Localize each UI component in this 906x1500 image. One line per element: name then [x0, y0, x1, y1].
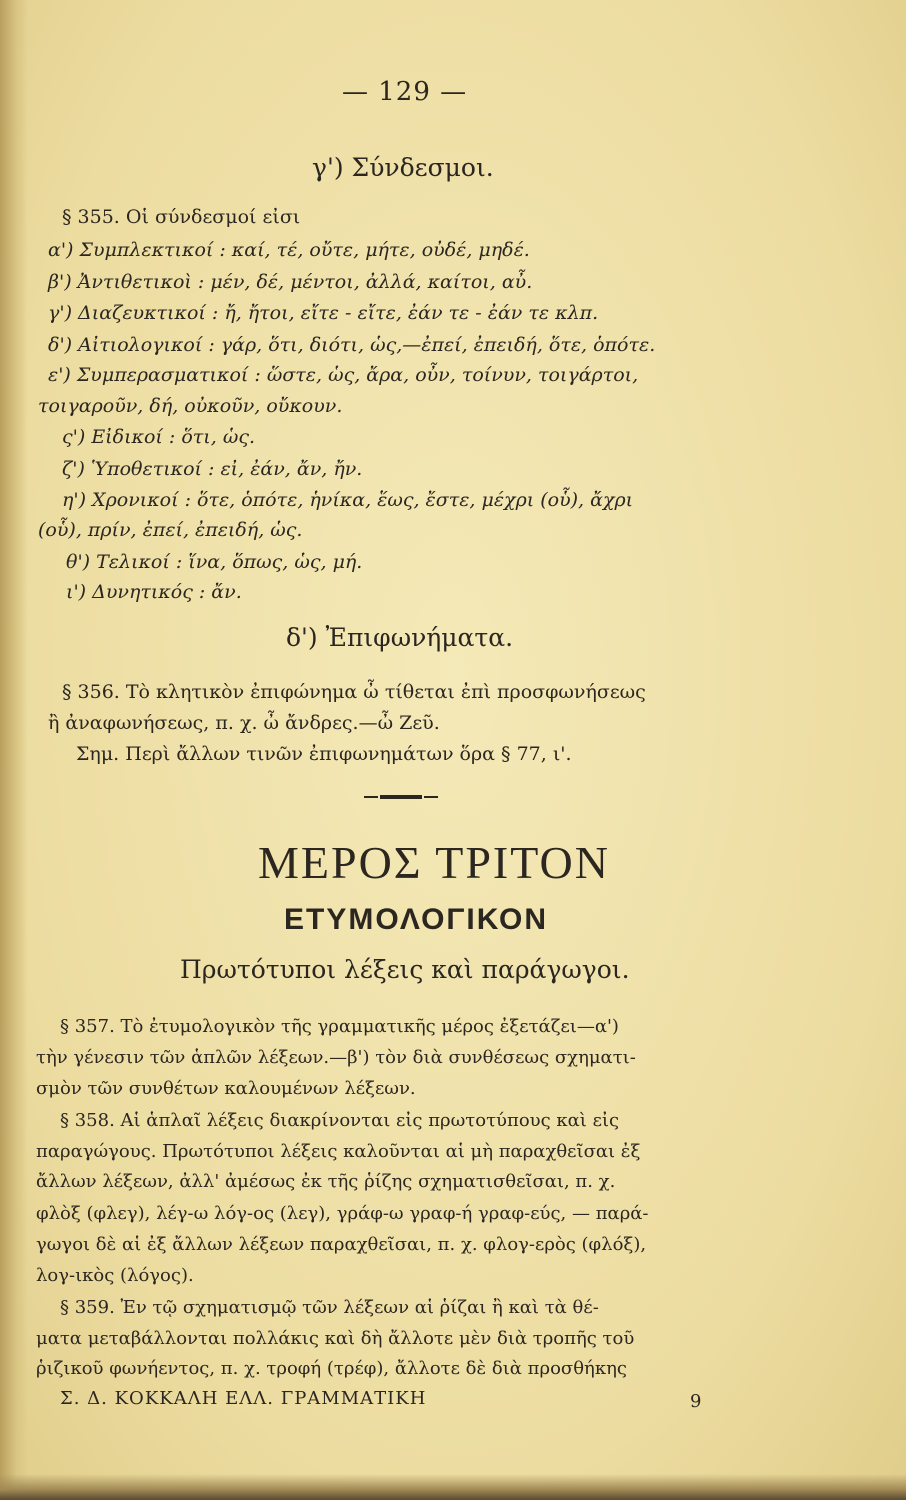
- paragraph-line: § 358. Αἱ ἁπλαῖ λέξεις διακρίνονται εἰς πρωτοτύπους καὶ εἰς: [60, 1110, 620, 1131]
- paragraph-line: δ') Αἰτιολογικοί : γάρ, ὅτι, διότι, ὡς,—ἐπεί, ἐπειδή, ὅτε, ὁπότε.: [48, 334, 656, 356]
- section-divider: [380, 795, 422, 799]
- paragraph-line: ι') Δυνητικός : ἄν.: [66, 581, 242, 603]
- paragraph-line: η') Χρονικοί : ὅτε, ὁπότε, ἡνίκα, ἕως, ἔστε, μέχρι (οὗ), ἄχρι: [62, 489, 634, 511]
- paragraph-line: παραγώγους. Πρωτότυποι λέξεις καλοῦνται αἱ μὴ παραχθεῖσαι ἐξ: [36, 1141, 641, 1162]
- section-heading-interjections: δ') Ἐπιφωνήματα.: [286, 623, 514, 652]
- paragraph-line: ς') Εἰδικοί : ὅτι, ὡς.: [62, 426, 256, 448]
- paragraph-line: τὴν γένεσιν τῶν ἁπλῶν λέξεων.—β') τὸν διὰ συνθέσεως σχηματι-: [36, 1047, 636, 1068]
- paragraph-line: θ') Τελικοί : ἵνα, ὅπως, ὡς, μή.: [66, 551, 363, 573]
- paragraph-line: τοιγαροῦν, δή, οὐκοῦν, οὔκουν.: [38, 395, 343, 417]
- paragraph-line: β') Ἀντιθετικοὶ : μέν, δέ, μέντοι, ἀλλά, καίτοι, αὖ.: [48, 271, 533, 293]
- paragraph-line: λογ-ικὸς (λόγος).: [36, 1265, 194, 1286]
- paragraph-line: (οὗ), πρίν, ἐπεί, ἐπειδή, ὡς.: [38, 519, 303, 541]
- paragraph-line: § 357. Τὸ ἐτυμολογικὸν τῆς γραμματικῆς μέρος ἐξετάζει—α'): [60, 1016, 619, 1037]
- section-heading-conjunctions: γ') Σύνδεσμοι.: [312, 153, 494, 182]
- paragraph-line: ζ') Ὑποθετικοί : εἰ, ἐάν, ἄν, ἤν.: [62, 458, 363, 480]
- paragraph-line: γ') Διαζευκτικοί : ἤ, ἤτοι, εἴτε - εἴτε, ἐάν τε - ἐάν τε κλπ.: [48, 302, 599, 324]
- sheet-number: 9: [690, 1391, 702, 1412]
- paragraph-line: φλὸξ (φλεγ), λέγ-ω λόγ-ος (λεγ), γράφ-ω γραφ-ή γραφ-εύς, — παρά-: [36, 1203, 649, 1224]
- page-bottom-edge: [0, 1474, 906, 1500]
- paragraph-line: Σημ. Περὶ ἄλλων τινῶν ἐπιφωνημάτων ὅρα § 77, ι'.: [76, 743, 572, 765]
- paragraph-line: ματα μεταβάλλονται πολλάκις καὶ δὴ ἄλλοτε μὲν διὰ τροπῆς τοῦ: [36, 1328, 635, 1349]
- paragraph-line: α') Συμπλεκτικοί : καί, τέ, οὔτε, μήτε, οὐδέ, μηδέ.: [48, 239, 530, 261]
- chapter-heading: Πρωτότυποι λέξεις καὶ παράγωγοι.: [180, 955, 630, 984]
- part-subtitle: ΕΤΥΜΟΛΟΓΙΚΟΝ: [284, 903, 549, 936]
- paragraph-line: § 355. Οἱ σύνδεσμοί εἰσι: [62, 206, 301, 228]
- page-left-edge: [0, 0, 28, 1500]
- paragraph-line: σμὸν τῶν συνθέτων καλουμένων λέξεων.: [36, 1078, 416, 1099]
- paragraph-line: ἄλλων λέξεων, ἀλλ' ἀμέσως ἐκ τῆς ῥίζης σχηματισθεῖσαι, π. χ.: [36, 1171, 616, 1192]
- paragraph-line: ἢ ἀναφωνήσεως, π. χ. ὦ ἄνδρες.—ὦ Ζεῦ.: [48, 712, 440, 734]
- paragraph-line: ῥιζικοῦ φωνήεντος, π. χ. τροφή (τρέφ), ἄλλοτε δὲ διὰ προσθήκης: [36, 1358, 627, 1379]
- paragraph-line: γωγοι δὲ αἱ ἐξ ἄλλων λέξεων παραχθεῖσαι, π. χ. φλογ-ερὸς (φλόξ),: [36, 1234, 647, 1255]
- paragraph-line: ε') Συμπερασματικοί : ὥστε, ὡς, ἄρα, οὖν, τοίνυν, τοιγάρτοι,: [48, 364, 639, 386]
- paragraph-line: § 356. Τὸ κλητικὸν ἐπιφώνημα ὦ τίθεται ἐπὶ προσφωνήσεως: [62, 681, 646, 703]
- page-number: — 129 —: [342, 77, 468, 107]
- part-title: ΜΕΡΟΣ ΤΡΙΤΟΝ: [258, 837, 610, 888]
- paragraph-line: § 359. Ἐν τῷ σχηματισμῷ τῶν λέξεων αἱ ῥίζαι ἢ καὶ τὰ θέ-: [60, 1297, 599, 1318]
- printer-signature: Σ. Δ. ΚΟΚΚΑΛΗ ΕΛΛ. ΓΡΑΜΜΑΤΙΚΗ: [60, 1388, 427, 1409]
